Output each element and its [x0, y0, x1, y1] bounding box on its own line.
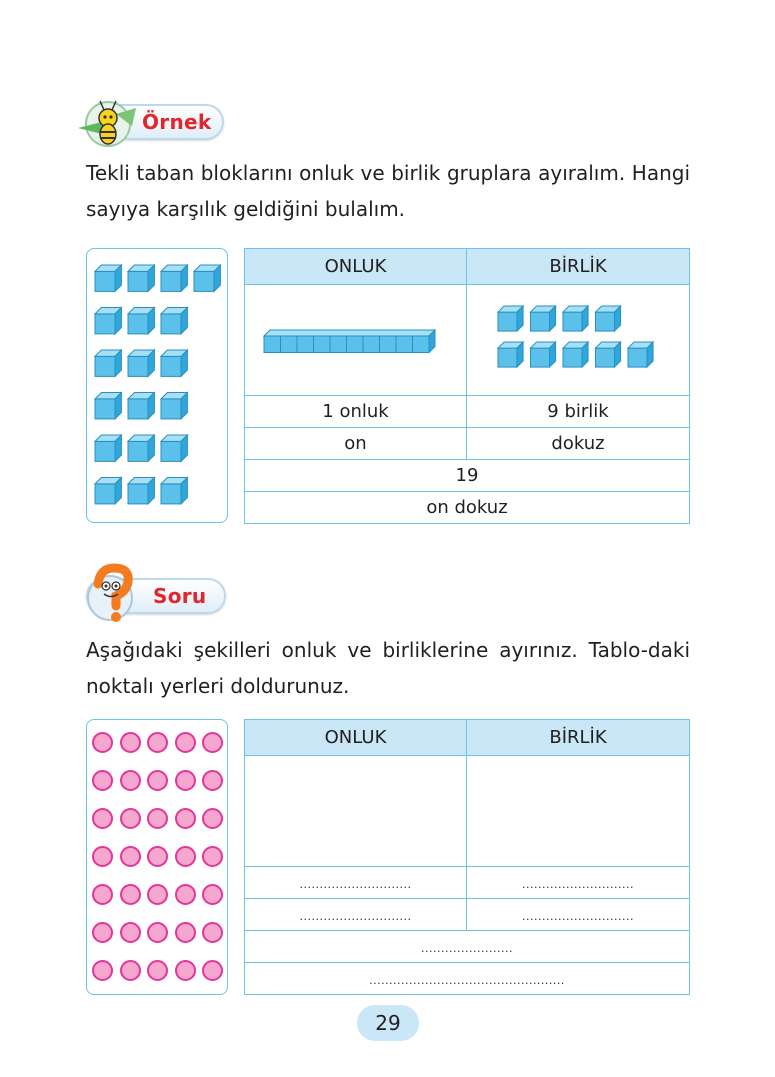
- unit-cube: [128, 308, 154, 334]
- number-value: 19: [245, 460, 690, 492]
- unit-cube: [194, 265, 220, 291]
- counting-circle: [202, 732, 223, 753]
- header-tens: ONLUK: [245, 249, 467, 285]
- counting-circle: [120, 960, 141, 981]
- counting-circle: [92, 884, 113, 905]
- counting-circle: [147, 732, 168, 753]
- unit-cube: [161, 478, 187, 504]
- bee-mascot-icon: [72, 92, 140, 152]
- counting-circle: [202, 808, 223, 829]
- unit-cube: [95, 308, 121, 334]
- rod-unit: [346, 336, 363, 353]
- counting-circle: [202, 960, 223, 981]
- counting-circle: [202, 884, 223, 905]
- counting-circle: [147, 808, 168, 829]
- unit-cubes-icon: [488, 302, 668, 378]
- question-badge-label: Soru: [153, 584, 207, 608]
- question-place-value-table: [244, 719, 690, 995]
- counting-circle: [202, 770, 223, 791]
- counting-circle: [92, 732, 113, 753]
- q-number-word-blank[interactable]: .................................................: [245, 963, 690, 995]
- rod-unit: [363, 336, 380, 353]
- rod-unit: [412, 336, 429, 353]
- question-instructions: Aşağıdaki şekilleri onluk ve birliklerine ayırınız. Tablo-daki noktalı yerleri doldurunuz.: [86, 638, 690, 698]
- unit-cube: [95, 393, 121, 419]
- page-number: 29: [357, 1005, 419, 1041]
- unit-cube: [161, 393, 187, 419]
- counting-circles: [87, 720, 229, 996]
- counting-circle: [147, 884, 168, 905]
- unit-cube: [498, 342, 523, 367]
- rod-unit: [280, 336, 297, 353]
- counting-circle: [175, 884, 196, 905]
- unit-cube: [596, 306, 621, 331]
- q-header-tens: ONLUK: [245, 720, 467, 756]
- counting-circle: [92, 922, 113, 943]
- counting-circle: [175, 808, 196, 829]
- loose-cubes-panel: [86, 248, 228, 523]
- counting-circle: [92, 960, 113, 981]
- unit-cube: [531, 306, 556, 331]
- q-tens-count-blank[interactable]: ............................: [245, 867, 467, 899]
- counting-circle: [120, 884, 141, 905]
- counting-circle: [120, 922, 141, 943]
- counting-circle: [120, 770, 141, 791]
- unit-cube: [563, 306, 588, 331]
- counting-circle: [175, 960, 196, 981]
- tens-count: 1 onluk: [245, 396, 467, 428]
- counting-circle: [175, 770, 196, 791]
- q-tens-drawing-cell[interactable]: [245, 756, 467, 867]
- counting-circle: [120, 846, 141, 867]
- unit-cube: [628, 342, 653, 367]
- ones-cubes-cell: [467, 285, 690, 396]
- rod-unit: [330, 336, 347, 353]
- unit-cube: [161, 350, 187, 376]
- rod-unit: [264, 336, 281, 353]
- counting-circle: [147, 960, 168, 981]
- counting-circle: [120, 732, 141, 753]
- ten-rod: [264, 330, 435, 353]
- unit-cube: [161, 265, 187, 291]
- q-ones-word-blank[interactable]: ............................: [467, 899, 690, 931]
- circles-panel: [86, 719, 228, 995]
- unit-cube: [128, 435, 154, 461]
- rod-unit: [297, 336, 314, 353]
- unit-cube: [128, 393, 154, 419]
- counting-circle: [147, 770, 168, 791]
- ten-rod-icon: [256, 320, 456, 360]
- q-header-ones: BİRLİK: [467, 720, 690, 756]
- unit-cube: [128, 478, 154, 504]
- counting-circle: [175, 922, 196, 943]
- rod-unit: [313, 336, 330, 353]
- unit-cube: [95, 265, 121, 291]
- rod-unit: [379, 336, 396, 353]
- counting-circle: [92, 846, 113, 867]
- ones-word: dokuz: [467, 428, 690, 460]
- counting-circle: [147, 846, 168, 867]
- unit-cube: [95, 478, 121, 504]
- loose-cubes: [87, 249, 229, 524]
- counting-circle: [120, 808, 141, 829]
- unit-cube: [95, 350, 121, 376]
- q-ones-drawing-cell[interactable]: [467, 756, 690, 867]
- tens-word: on: [245, 428, 467, 460]
- unit-cube: [128, 350, 154, 376]
- counting-circle: [92, 770, 113, 791]
- counting-circle: [202, 846, 223, 867]
- counting-circle: [202, 922, 223, 943]
- q-number-blank[interactable]: .......................: [245, 931, 690, 963]
- example-place-value-table: [244, 248, 690, 524]
- counting-circle: [175, 846, 196, 867]
- unit-cube: [531, 342, 556, 367]
- counting-circle: [175, 732, 196, 753]
- counting-circle: [92, 808, 113, 829]
- rod-unit: [396, 336, 413, 353]
- tens-rod-cell: [245, 285, 467, 396]
- example-badge-label: Örnek: [142, 110, 212, 134]
- q-tens-word-blank[interactable]: ............................: [245, 899, 467, 931]
- header-ones: BİRLİK: [467, 249, 690, 285]
- counting-circle: [147, 922, 168, 943]
- unit-cube: [596, 342, 621, 367]
- q-ones-count-blank[interactable]: ............................: [467, 867, 690, 899]
- ones-count: 9 birlik: [467, 396, 690, 428]
- unit-cube: [563, 342, 588, 367]
- example-instructions: Tekli taban bloklarını onluk ve birlik gruplara ayıralım. Hangi sayıya karşılık geldiğini bulalım.: [86, 161, 690, 221]
- question-mark-mascot-icon: [80, 562, 146, 626]
- unit-cube: [161, 308, 187, 334]
- unit-cube: [498, 306, 523, 331]
- number-word: on dokuz: [245, 492, 690, 524]
- unit-cube: [95, 435, 121, 461]
- unit-cube: [161, 435, 187, 461]
- unit-cube: [128, 265, 154, 291]
